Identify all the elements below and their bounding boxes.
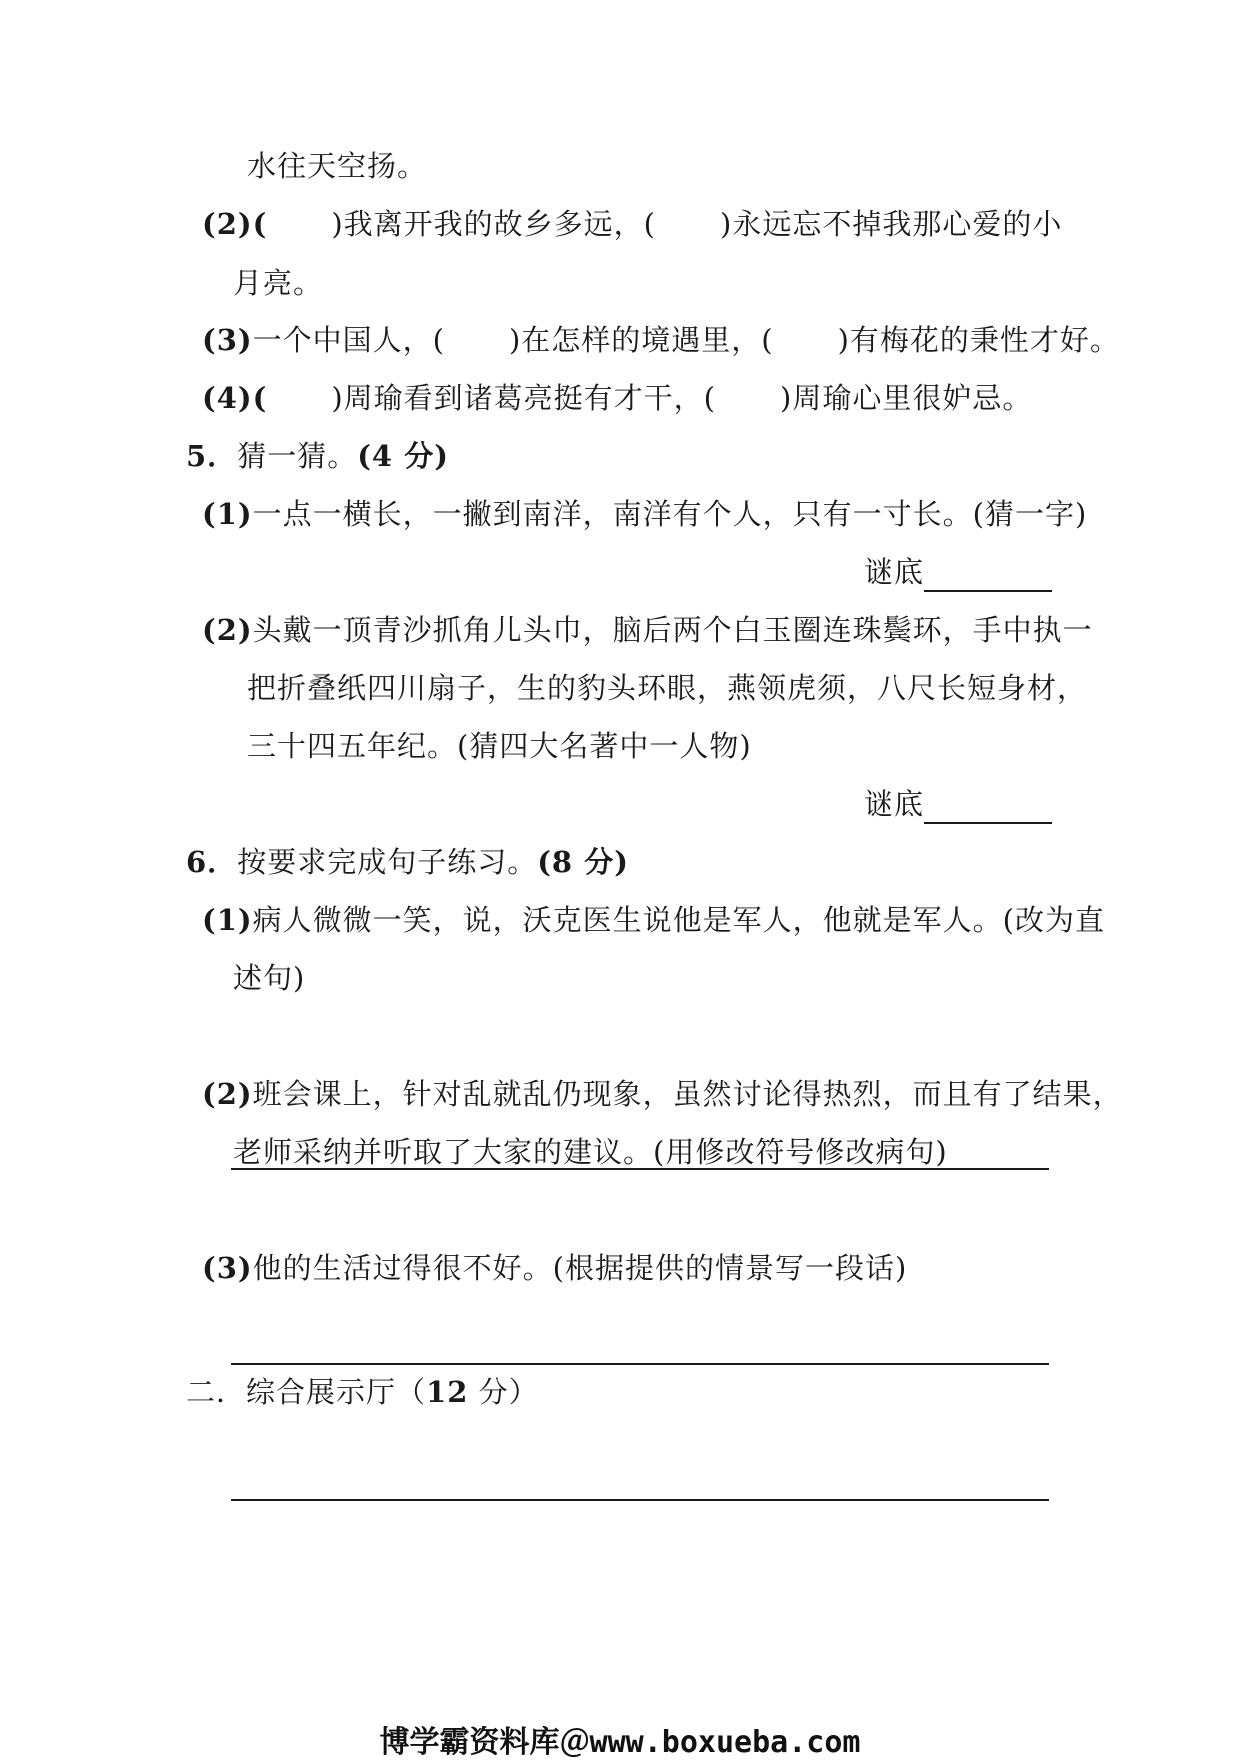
q4-item-2-middle: )我离开我的故乡多远，(	[331, 207, 656, 241]
q6-item-3-hint: (根据提供的情景写一段话)	[552, 1251, 908, 1285]
q4-item-4-middle: )周瑜看到诸葛亮挺有才干，(	[331, 381, 716, 415]
q6-item-1-number: (1)	[202, 903, 253, 937]
q5-item-2-answer-label: 谜底	[863, 787, 924, 821]
q6-item-1-hint-1: (改为直	[1002, 903, 1105, 937]
q4-item-3-number: (3)	[202, 323, 253, 357]
q6-item-3-number: (3)	[202, 1251, 253, 1285]
q6-item-1-text: 病人微微一笑，说，沃克医生说他是军人，他就是军人。	[252, 903, 1003, 937]
q5-item-1-number: (1)	[202, 497, 253, 531]
q5-item-1-answer-blank[interactable]	[924, 560, 1052, 592]
q5-item-2-line-1	[202, 610, 1093, 650]
footer-watermark: 博学霸资料库＠www.boxueba.com	[379, 1725, 861, 1760]
q6-item-1-hint-2: 述句)	[233, 961, 306, 995]
section-2-end: 分）	[468, 1375, 539, 1409]
q5-score: (4 分)	[357, 439, 449, 473]
q4-item-2-end: )永远忘不掉我那心爱的小	[720, 207, 1063, 241]
q5-item-1-text: 一点一横长，一撇到南洋，南洋有个人，只有一寸长。	[252, 497, 973, 531]
q5-item-2-answer-blank[interactable]	[924, 792, 1052, 824]
q6-title: 按要求完成句子练习。	[237, 845, 538, 879]
q5-item-2-hint: (猜四大名著中一人物)	[457, 729, 752, 763]
q4-item-4-end: )周瑜心里很妒忌。	[780, 381, 1033, 415]
q5-item-1-answer	[700, 552, 1052, 592]
q4-item-2	[202, 204, 1062, 244]
q4-item-4-number: (4)	[202, 381, 253, 415]
q5-item-1	[202, 494, 1087, 534]
q4-item-2-number: (2)	[202, 207, 253, 241]
q6-item-2-line-2-text: 老师采纳并听取了大家的建议。	[233, 1135, 654, 1169]
section-2-heading	[186, 1372, 539, 1412]
q6-score: (8 分)	[537, 845, 629, 879]
q5-item-2-answer	[700, 784, 1052, 824]
q4-item-4	[202, 378, 1032, 418]
q4-continued-line: 水往天空扬。	[247, 149, 428, 183]
q6-item-2-line-2	[233, 1132, 948, 1172]
q4-item-2-open: (	[252, 207, 268, 241]
q6-item-3-text: 他的生活过得很不好。	[252, 1251, 553, 1285]
q4-item-3-middle: )在怎样的境遇里，(	[508, 323, 774, 357]
section-2-title: 二．综合展示厅（	[186, 1375, 427, 1409]
q5-item-1-hint: (猜一字)	[972, 497, 1088, 531]
q4-item-3	[202, 320, 1120, 360]
q5-title: 猜一猜。	[237, 439, 358, 473]
section-2-score: 12	[426, 1375, 469, 1409]
q6-item-1	[202, 900, 1105, 940]
q4-item-4-open: (	[252, 381, 268, 415]
q4-item-3-start: 一个中国人，(	[252, 323, 445, 357]
q5-item-2-number: (2)	[202, 613, 253, 647]
q4-item-2-continued: 月亮。	[233, 266, 324, 300]
q5-heading	[186, 436, 449, 476]
q5-item-2-line-1-text: 头戴一顶青沙抓角儿头巾，脑后两个白玉圈连珠鬓环，手中执一	[252, 613, 1093, 647]
q6-item-2-number: (2)	[202, 1077, 253, 1111]
q6-number: 6．	[186, 845, 238, 879]
q6-item-2-line-1-text: 班会课上，针对乱就乱仍现象，虽然讨论得热烈，而且有了结果，	[252, 1077, 1123, 1111]
q6-item-2-hint: (用修改符号修改病句)	[653, 1135, 948, 1169]
q5-item-2-line-3	[247, 726, 752, 766]
q4-item-3-end: )有梅花的秉性才好。	[837, 323, 1120, 357]
q5-item-2-line-2: 把折叠纸四川扇子，生的豹头环眼，燕领虎须，八尺长短身材，	[247, 671, 1088, 705]
q5-item-2-line-3-text: 三十四五年纪。	[247, 729, 458, 763]
q5-item-1-answer-label: 谜底	[863, 555, 924, 589]
q6-item-2-answer-line[interactable]	[231, 1363, 1049, 1365]
q6-item-3	[202, 1248, 907, 1288]
q6-item-2-line-1	[202, 1074, 1123, 1114]
q6-heading	[186, 842, 629, 882]
q6-item-3-answer-line[interactable]	[231, 1499, 1049, 1501]
q5-number: 5．	[186, 439, 238, 473]
